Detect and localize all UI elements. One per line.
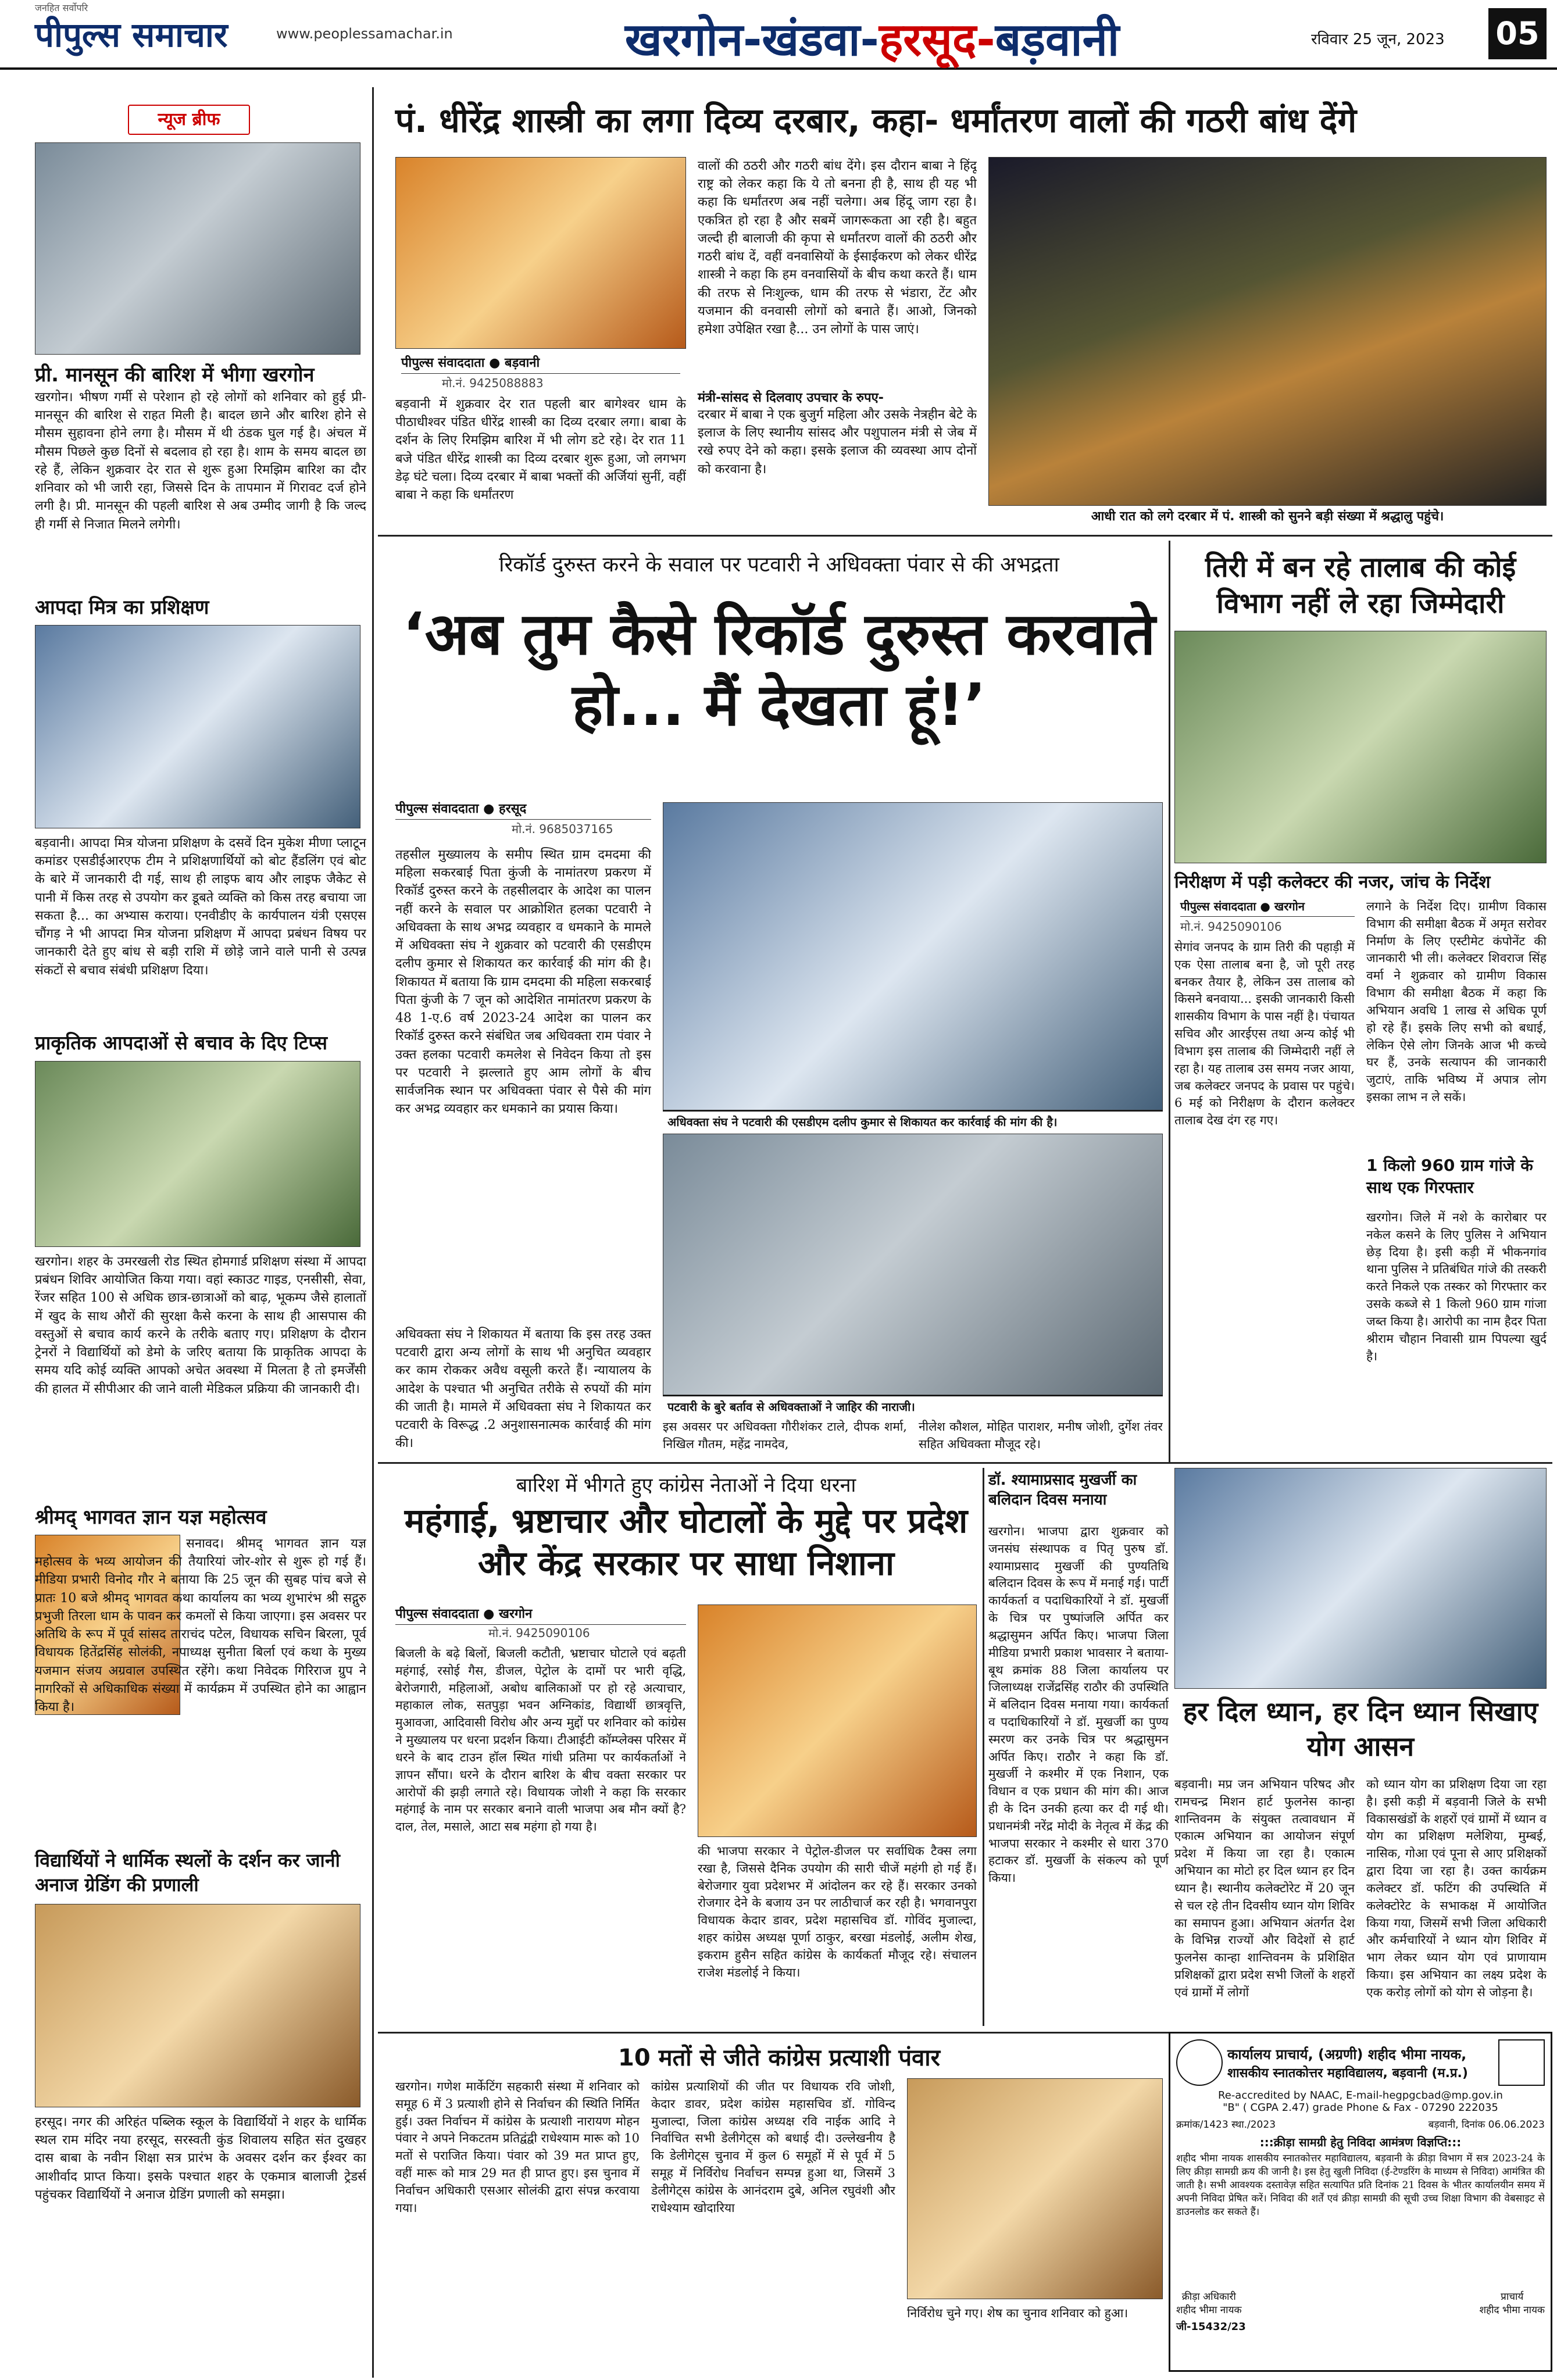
lead-mobile: मो.नं. 9425088883: [442, 376, 544, 390]
ad-notice-heading: :::क्रीड़ा सामग्री हेतु निविदा आमंत्रण विज्ञप्ति:::: [1259, 2135, 1462, 2149]
story2-byline: पीपुल्स संवाददाता ● हरसूद: [395, 799, 651, 820]
brief-2-headline: आपदा मित्र का प्रशिक्षण: [35, 596, 209, 619]
rain-photo: [35, 142, 360, 355]
ad-signatory-2: प्राचार्य: [1501, 2291, 1524, 2303]
ad-signatory-1-org: शहीद भीमा नायक: [1176, 2304, 1242, 2316]
section-divider: [378, 2032, 1169, 2034]
story6-col-1: बड़वानी। मप्र जन अभियान परिषद और रामचन्द्र मिशन हार्ट फुलनेस कान्हा शान्तिवनम के संयुक्त तत्वावधान में एकात्म अभियान का आयोजन संपूर्ण प्रदेश में किया जा रहा है। एकात्म अभियान का मोटो हर दिल ध्यान हर दिन ध्यान है। स्थानीय कलेक्टोरेट में 20 जून से चल रहे तीन दिवसीय ध्यान योग शिविर का समापन हुआ। अभियान अंतर्गत देश के विभिन्न राज्यों और विदेशों से हार्ट फुलनेस कान्हा शान्तिवनम के प्रशिक्षित प्रशिक्षकों द्वारा प्रदेश सभी जिलों के शहरों एवं ग्रामों में लोगों: [1174, 1777, 1355, 1999]
ad-title-2: शासकीय स्नातकोत्तर महाविद्यालय, बड़वानी (म.प्र.): [1227, 2065, 1468, 2081]
column-divider: [1169, 541, 1170, 1462]
yoga-meeting-photo: [1174, 1468, 1547, 1689]
story3-mobile: मो.नं. 9425090106: [1180, 920, 1282, 934]
story7-col-3: निर्विरोध चुने गए। शेष का चुनाव शनिवार को हुआ।: [907, 2306, 1129, 2320]
story3-photo-caption: निरीक्षण में पड़ी कलेक्टर की नजर, जांच के निर्देश: [1174, 872, 1491, 892]
ad-signatory-2-org: शहीद भीमा नायक: [1479, 2304, 1545, 2316]
issue-date: रविवार 25 जून, 2023: [1311, 31, 1445, 48]
story7-col-2: कांग्रेस प्रत्याशियों की जीत पर विधायक रवि जोशी, केदार डावर, प्रदेश कांग्रेस महासचिव डॉ. गोविन्द मुजाल्दा, जिला कांग्रेस अध्यक्ष रवि नाईक आदि ने निर्वाचित सभी डेलीगेट्स को बधाई दी। उल्लेखनीय है कि डेलीगेट्स चुनाव में कुल 6 समूहों में से पूर्व में 5 समूह में निर्विरोध निर्वाचन सम्पन्न हुआ था, जिसमें 3 डेलीगेट्स कांग्रेस के आनंदराम दुबे, अनिल रघुवंशी और राधेश्याम खोदारिया: [651, 2079, 895, 2215]
story2-col-2: अधिवक्ता संघ ने शिकायत में बताया कि इस तरह उक्त पटवारी द्वारा अन्य लोगों के साथ भी अनुचित व्यवहार कर काम रोककर अवैध वसूली करते हैं। न्यायालय के आदेश के पश्चात भी अनुचित तरीके से रुपयों की मांग की जाती है। मामले में अधिवक्ता संघ ने शिकायत कर पटवारी के विरूद्ध .2 अनुशासनात्मक कार्रवाई की मांग की।: [395, 1327, 651, 1451]
tender-notice-ad: [1169, 2032, 1552, 2372]
brief-5-headline: विद्यार्थियों ने धार्मिक स्थलों के दर्शन कर जानी अनाज ग्रेडिंग की प्रणाली: [35, 1849, 340, 1896]
story3-headline: तिरी में बन रहे तालाब की कोई विभाग नहीं ले रहा जिम्मेदारी: [1205, 551, 1516, 620]
story7-col-1: खरगोन। गणेश मार्केटिंग सहकारी संस्था में शनिवार को समूह 6 में 3 प्रत्याशी होने से निर्वाचन की स्थिति निर्मित हुई। उक्त निर्वाचन में कांग्रेस के प्रत्याशी नारायण मोहन पंवार ने अपने निकटतम प्रतिद्वंद्वी राधेश्याम मारू को 10 मतों से पराजित किया। पंवार को 39 मत प्राप्त हुए, वहीं मारू को मात्र 29 मत ही प्राप्त हुए। इस चुनाव में निर्वाचन अधिकारी एसआर सोलंकी द्वारा संपन्न करवाया गया।: [395, 2079, 640, 2215]
brief-3-headline: प्राकृतिक आपदाओं से बचाव के दिए टिप्स: [35, 1031, 328, 1054]
story3-col-1: सेगांव जनपद के ग्राम तिरी की पहाड़ी में एक ऐसा तालाब बना है, जो पूरी तरह बनकर तैयार है, लेकिन उस तालाब को किसने बनवाया... इसकी जानकारी किसी शासकीय विभाग के पास नहीं है। पंचायत सचिव और आरईएस तथा अन्य कोई भी विभाग इस तालाब की जिम्मेदारी नहीं ले रहा है। यह तालाब उस समय नजर आया, जब कलेक्टर जनपद के प्रवास पर पहुंचे। 6 मई को निरीक्षण के दौरान कलेक्टर तालाब देख दंग रह गए।: [1174, 940, 1355, 1128]
lead-col-2b: दरबार में बाबा ने एक बुजुर्ग महिला और उसके नेत्रहीन बेटे के इलाज के लिए स्थानीय सांसद और पशुपालन मंत्री से जेब में रखे रुपए देने को कहा। इसके इलाज की व्यवस्था आप दोनों को करवाना है।: [698, 408, 977, 477]
section-divider: [378, 1462, 1552, 1464]
ad-title-1: कार्यालय प्राचार्य, (अग्रणी) शहीद भीमा नायक,: [1227, 2046, 1467, 2063]
advocates-photo: [663, 1134, 1163, 1395]
story3-byline: पीपुल्स संवाददाता ● खरगोन: [1180, 898, 1355, 917]
story2-col-1: तहसील मुख्यालय के समीप स्थित ग्राम दमदमा की महिला सकरबाई पिता कुंजी के नामांतरण प्रकरण में रिकॉर्ड दुरुस्त करने के तहसीलदार के आदेश का पालन नहीं करने के सवाल पर आक्रोशित हलका पटवारी ने अधिवक्ता के साथ अभद्र व्यवहार व धमकाने के मामले में अधिवक्ता संघ ने शुक्रवार को पटवारी की एसडीएम दलीप कुमार से शिकायत कर कार्रवाई की मांग की है। शिकायत में बताया कि ग्राम दमदमा की महिला सकरबाई पिता कुंजी के 7 जून को आदेशित नामांतरण प्रकरण के 48 1-ए.6 वर्ष 2023-24 आदेश का पालन कर रिकॉर्ड दुरुस्त करने संबंधित जब अधिवक्ता राम पंवार ने उक्त हलका पटवारी कमलेश से निवेदन किया तो इस पर पटवारी ने झल्लाते हुए आम लोगों के बीच सार्वजनिक स्थान पर अधिवक्ता पंवार से पैसे की मांग कर अभद्र व्यवहार कर धमकाने का प्रयास किया।: [395, 848, 651, 1117]
disaster-drill-photo: [35, 1061, 360, 1247]
story4-col-2: की भाजपा सरकार ने पेट्रोल-डीजल पर सर्वाधिक टैक्स लगा रखा है, जिससे दैनिक उपयोग की सारी चीजें महंगी हो गई हैं। बेरोजगार युवा प्रदेशभर में आंदोलन कर रहे हैं। सरकार उनको रोजगार देने के बजाय उन पर लाठीचार्ज कर रही है। भगवानपुरा विधायक केदार डावर, प्रदेश महासचिव डॉ. गोविंद मुजाल्दा, शहर कांग्रेस अध्यक्ष पूर्णा ठाकुर, बरखा मंडलोई, अलीम शेख, इकराम हुसैन सहित कांग्रेस के कार्यकर्ता मौजूद रहे। संचालन राजेश मंडलोई ने किया।: [698, 1844, 977, 1979]
brief-1-text: खरगोन। भीषण गर्मी से परेशान हो रहे लोगों को शनिवार को हुई प्री- मानसून की बारिश से राहत मिली है। बादल छाने और बारिश होने से मौसम सुहावना होने लगा है। मौसम में थी ठंडक घुल गई है। अंचल में मौसम पिछले कुछ दिनों से बदलाव हो रहा है। शाम के समय बादल छा रहे हैं, लेकिन शुक्रवार देर रात से शुरू हुआ रिमझिम बारिश का दौर शनिवार को भी जारी रहा, जिससे दिन के तापमान में गिरावट दर्ज होने लगी है। प्री. मानसून की पहली बारिश से अब उम्मीद जागी है कि जल्द ही गर्मी से निजात मिलने लगेगी।: [35, 390, 366, 532]
story3-col-2: लगाने के निर्देश दिए। ग्रामीण विकास विभाग की समीक्षा बैठक में अमृत सरोवर निर्माण के लिए एस्टीमेट कंपोनेंट की जानकारी भी ली। कलेक्टर शिवराज सिंह वर्मा ने शुक्रवार को ग्रामीण विकास विभाग की समीक्षा बैठक में कहा कि अभियान अवधि 1 लाख से अधिक पूर्ण हो रहे हैं। इसके लिए सभी को बधाई, लेकिन ऐसे लोग जिनके आज भी कच्चे घर हैं, उनके सत्यापन की जानकारी जुटाएं, ताकि भविष्य में अपात्र लोग इसका लाभ न ले सकें।: [1366, 899, 1547, 1104]
ganja-headline: 1 किलो 960 ग्राम गांजे के साथ एक गिरफ्तार: [1366, 1156, 1533, 1197]
lead-col-1: बड़वानी में शुक्रवार देर रात पहली बार बागेश्वर धाम के पीठाधीश्वर पंडित धीरेंद्र शास्त्री का दिव्य दरबार लगा। बाबा के दर्शन के लिए रिमझिम बारिश में भी लोग डटे रहे। देर रात 11 बजे पंडित धीरेंद्र शास्त्री का दिव्य दरबार शुरू हुआ, जो लगभग डेढ़ घंटे चला। दिव्य दरबार में बाबा भक्तों की अर्जियां सुनीं, वहीं बाबा ने कहा कि धर्मांतरण: [395, 397, 686, 503]
brief-2-text: बड़वानी। आपदा मित्र योजना प्रशिक्षण के दसवें दिन मुकेश मीणा प्लाटून कमांडर एसडीईआरएफ टीम ने प्रशिक्षणार्थियों को बोट हैंडलिंग एवं बोट के बारे में जानकारी दी गई, साथ ही लाइफ बाय और लाइफ जैकेट से पानी में किस तरह से उपयोग कर डूबते व्यक्ति को किस तरह बचाया जा सकता है... का अभ्यास कराया। एनवीडीए के कार्यपालन यंत्री एसएस चौंगड़ ने भी आपदा मित्र योजना प्रशिक्षण में आपदा प्रबंधन विषय पर जानकारी देते हुए बांध से बड़ी राशि में छोड़े जाने वाले पानी से उत्पन्न संकटों से बचाव संबंधी प्रशिक्षण दिया।: [35, 836, 366, 978]
section-title: [581, 7, 1163, 69]
story2-mobile: मो.नं. 9685037165: [512, 822, 613, 836]
story4-col-1: बिजली के बढ़े बिलों, बिजली कटौती, भ्रष्टाचार घोटाले एवं बढ़ती महंगाई, रसोई गैस, डीजल, पेट्रोल के दामों पर भारी वृद्धि, बेरोजगारी, महिलाओं, अबोध बालिकाओं पर हो रहे अत्याचार, महाकाल लोक, सतपुड़ा भवन अग्निकांड, विद्यार्थी छात्रवृत्ति, मुआवजा, आदिवासी विरोध और अन्य मुद्दों पर शनिवार को कांग्रेस ने मुख्यालय पर धरना प्रदर्शन किया। टीआईटी कॉम्प्लेक्स परिसर में धरने के बाद टाउन हॉल स्थित गांधी प्रतिमा पर कार्यकर्ताओं ने ज्ञापन सौंपा। धरने के दौरान बारिश के बीच वक्ता सरकार पर आरोपों की झड़ी लगाते रहे। विधायक जोशी ने कहा कि सरकार महंगाई के नाम पर सरकार बनाने वाली भाजपा अब मौन क्यों है? दाल, तेल, मसाले, आटा सब महंगा हो गया है।: [395, 1646, 686, 1834]
lead-photo-caption: आधी रात को लगे दरबार में पं. शास्त्री को सुनने बड़ी संख्या में श्रद्धालु पहुंचे।: [1091, 509, 1444, 524]
sdm-office-photo: [663, 802, 1163, 1110]
story4-headline: महंगाई, भ्रष्टाचार और घोटालों के मुद्दे पर प्रदेश और केंद्र सरकार पर साधा निशाना: [404, 1501, 968, 1583]
brief-3-text: खरगोन। शहर के उमरखली रोड स्थित होमगार्ड प्रशिक्षण संस्था में आपदा प्रबंधन शिविर आयोजित किया गया। वहां स्काउट गाइड, एनसीसी, सेवा, रेंजर सहित 100 से अधिक छात्र-छात्राओं को बाढ़, भूकम्प जैसे हालातों में खुद के साथ औरों की सुरक्षा कैसे करना के साथ ही आसपास की वस्तुओं से बचाव कार्य करने के तरीके बताए गए। प्रशिक्षण के दौरान ट्रेनरों ने विद्यार्थियों को डेमो के जरिए बताया कि प्राकृतिक आपदा के समय यदि कोई व्यक्ति आपको अचेत अवस्था में मिलता है तो इमर्जेंसी की हालत में सीपीआर की जाने वाली मेडिकल प्रक्रिया की जानकारी दी।: [35, 1255, 366, 1396]
section-title-a: खरगोन-खंडवा-: [624, 14, 879, 66]
ad-accreditation: Re-accredited by NAAC, E-mail-hegpgcbad@mp.gov.in: [1218, 2089, 1503, 2102]
ad-signatory-1: क्रीड़ा अधिकारी: [1181, 2291, 1236, 2303]
news-brief-label: न्यूज ब्रीफ: [128, 105, 250, 135]
paper-name: पीपुल्स समाचार: [35, 15, 228, 55]
masthead: [0, 0, 1557, 70]
ad-date: बड़वानी, दिनांक 06.06.2023: [1428, 2119, 1545, 2131]
story6-headline: हर दिल ध्यान, हर दिन ध्यान सिखाए योग आसन: [1183, 1696, 1538, 1762]
story2-photo1-caption: अधिवक्ता संघ ने पटवारी की एसडीएम दलीप कुमार से शिकायत कर कार्रवाई की मांग की है।: [663, 1110, 1163, 1132]
pond-photo: [1174, 631, 1547, 863]
story2-photo2-caption: पटवारी के बुरे बर्ताव से अधिवक्ताओं ने जाहिर की नाराजी।: [663, 1395, 1163, 1417]
training-photo: [35, 625, 360, 828]
story4-mobile: मो.नं. 9425090106: [488, 1626, 590, 1640]
ad-notice-text: शहीद भीमा नायक शासकीय स्नातकोत्तर महाविद्यालय, बड़वानी के क्रीड़ा विभाग में सत्र 2023-24 के लिए क्रीड़ा सामग्री क्रय की जानी है। इस हेतु खुली निविदा (ई-टेण्डरिंग के माध्यम से निविदा) आमंत्रित की जाती है। सभी आवश्यक दस्तावेज़ सहित सत्यापित प्रति दिनांक 21 दिवस के भीतर कार्यालयीन समय में अपनी निविदा प्रेषित करें। निविदा की शर्तें एवं क्रीड़ा सामग्री की सूची उच्च शिक्षा विभाग की वेबसाइट से डाउनलोड कर सकते हैं।: [1176, 2153, 1545, 2218]
students-photo: [35, 1904, 360, 2107]
column-divider: [983, 1468, 984, 2026]
brief-1-headline: प्री. मानसून की बारिश में भीगा खरगोन: [35, 363, 315, 387]
page-number: 05: [1488, 8, 1547, 59]
story5-text: खरगोन। भाजपा द्वारा शुक्रवार को जनसंघ संस्थापक व पितृ पुरुष डॉ. श्यामाप्रसाद मुखर्जी की पुण्यतिथि बलिदान दिवस के रूप में मनाई गई। पार्टी कार्यकर्ता व पदाधिकारियों ने डॉ. मुखर्जी के चित्र पर पुष्पांजलि अर्पित कर श्रद्धासुमन अर्पित किए। भाजपा जिला मीडिया प्रभारी प्रकाश भावसार ने बताया- बूथ क्रमांक 88 जिला कार्यालय पर जिलाध्यक्ष राजेंद्रसिंह राठौर की उपस्थिति में बलिदान दिवस मनाया गया। कार्यकर्ता व पदाधिकारियों ने डॉ. मुखर्जी का पुण्य स्मरण कर उनके चित्र पर श्रद्धासुमन अर्पित किए। राठौर ने कहा कि डॉ. मुखर्जी ने कश्मीर में एक निशान, एक विधान व एक प्रधान की मांग की। आज ही के दिन उनकी हत्या कर दी गई थी। प्रधानमंत्री नरेंद्र मोदी के नेतृत्व में केंद्र की भाजपा सरकार ने कश्मीर से धारा 370 हटाकर डॉ. मुखर्जी के संकल्प को पूर्ण किया।: [988, 1524, 1169, 1885]
brief-5-text: हरसूद। नगर की अरिहंत पब्लिक स्कूल के विद्यार्थियों ने शहर के धार्मिक स्थल राम मंदिर नया हरसूद, सरस्वती कुंड शिवालय सहित संत दुखहर दास बाबा के नवीन शिक्षा सत्र प्रारंभ के अवसर दर्शन कर ईश्वर का आशीर्वाद प्राप्त किया। इसके पश्चात शहर के एकमात्र बालाजी ट्रेडर्स पहुंचकर विद्यार्थियों ने अनाज ग्रेडिंग प्रणाली को समझा।: [35, 2115, 366, 2202]
story4-byline: पीपुल्स संवाददाता ● खरगोन: [395, 1604, 686, 1625]
lead-col-2: वालों की ठठरी और गठरी बांध देंगे। इस दौरान बाबा ने हिंदू राष्ट्र को लेकर कहा कि ये तो बनना ही है, साथ ही यह भी कहा कि धर्मांतरण अब नहीं चलेगा। अब हिंदू जाग रहा है। एकत्रित हो रहा है और सबमें जागरूकता आ रही है। बहुत जल्दी ही बालाजी की कृपा से धर्मांतरण वालों की ठठरी और गठरी बांध दें, वहीं वनवासियों के ईसाईकरण को लेकर धीरेंद्र शास्त्री ने कहा कि हम वनवासियों के बीच कथा करते हैं। धाम की तरफ से निःशुल्क, धाम की तरफ से भंडारा, टेंट और यजमान की वनवासी लोगों को बनाते हैं। आओ, जिनको हमेशा उपेक्षित रखा है... उन लोगों के पास जाएं।: [698, 159, 977, 337]
story4-kicker: बारिश में भीगते हुए कांग्रेस नेताओं ने दिया धरना: [516, 1474, 856, 1497]
college-emblem-icon: [1176, 2039, 1223, 2086]
ad-grade: "B" ( CGPA 2.47) grade Phone & Fax - 07290 222035: [1223, 2102, 1498, 2114]
ad-footer-code: जी-15432/23: [1176, 2321, 1246, 2333]
shastri-photo: [395, 157, 686, 349]
story6-col-2: को ध्यान योग का प्रशिक्षण दिया जा रहा है। इसी कड़ी में बड़वानी जिले के सभी विकासखंडों के शहरों एवं ग्रामों में ध्यान व योग का प्रशिक्षण मलेशिया, मुम्बई, नासिक, गोआ एवं पूना से आए प्रशिक्षकों द्वारा दिया जा रहा है। उक्त कार्यक्रम कलेक्टर डॉ. फटिंग की उपस्थिति में कलेक्टोरेट के सभाकक्ष में आयोजित किया गया, जिसमें सभी जिला अधिकारी और कर्मचारियों ने ध्यान योग शिविर में भाग लेकर ध्यान योग एवं प्राणायाम किया। इस अभियान का लक्ष्य प्रदेश के एक करोड़ लोगों को योग से जोड़ना है।: [1366, 1777, 1547, 1999]
dharna-photo: [698, 1604, 977, 1837]
story2-headline: ‘अब तुम कैसे रिकॉर्ड दुरुस्त करवाते हो... मैं देखता हूं!’: [402, 600, 1156, 739]
brief-4-text: सनावद। श्रीमद् भागवत ज्ञान यज्ञ महोत्सव के भव्य आयोजन की तैयारियां जोर-शोर से शुरू हो गई हैं। मीडिया प्रभारी विनोद गौर ने बताया कि 25 जून की सुबह पांच बजे से प्रातः 10 बजे श्रीमद् भागवत कथा कार्यालय का भव्य शुभारंभ श्री सद्गुरु प्रभुजी तिरला धाम के पावन कर कमलों से किया जाएगा। इस अवसर पर अतिथि के रूप में पूर्व सांसद ताराचंद पटेल, विधायक सचिन बिरला, पूर्व विधायक हितेंद्रसिंह सोलंकी, नपाध्यक्ष सुनीता बिर्ला एवं कथा के मुख्य यजमान संजय अग्रवाल उपस्थित रहेंगे। कथा निवेदक गिरिराज ग्रुप ने नागरिकों से अधिकाधिक संख्या में कार्यक्रम में उपस्थित होने का आह्वान किया है।: [35, 1536, 366, 1715]
lead-subhead: मंत्री-सांसद से दिलवाए उपचार के रुपए-: [698, 391, 884, 405]
ganja-text: खरगोन। जिले में नशे के कारोबार पर नकेल कसने के लिए पुलिस ने अभियान छेड़ दिया है। इसी कड़ी में भीकनगांव थाना पुलिस ने प्रतिबंधित गांजे की तस्करी करते निकले एक तस्कर को गिरफ्तार कर उसके कब्जे से 1 किलो 960 ग्राम गांजा जब्त किया है। आरोपी का नाम हैदर पिता श्रीराम चौहान निवासी ग्राम पिपल्या खुर्द है।: [1366, 1210, 1547, 1363]
story2-names-2: नीलेश कौशल, मोहित पाराशर, मनीष जोशी, दुर्गेश तंवर सहित अधिवक्ता मौजूद रहे।: [919, 1420, 1163, 1451]
darbar-crowd-photo: [988, 157, 1547, 506]
story2-kicker: रिकॉर्ड दुरुस्त करने के सवाल पर पटवारी ने अधिवक्ता पंवार से की अभद्रता: [499, 553, 1059, 577]
paper-tagline: जनहित सर्वोपरि: [35, 2, 88, 13]
section-title-c: बड़वानी: [995, 14, 1120, 66]
column-divider: [372, 87, 374, 2378]
ad-ref-number: क्रमांक/1423 स्था./2023: [1176, 2119, 1276, 2131]
lead-byline: पीपुल्स संवाददाता ● बड़वानी: [401, 353, 680, 374]
lead-headline: पं. धीरेंद्र शास्त्री का लगा दिव्य दरबार, कहा- धर्मांतरण वालों की गठरी बांध देंगे: [395, 101, 1357, 140]
story7-headline: 10 मतों से जीते कांग्रेस प्रत्याशी पंवार: [617, 2045, 941, 2071]
story5-headline: डॉ. श्यामाप्रसाद मुखर्जी का बलिदान दिवस मनाया: [988, 1471, 1137, 1509]
website-link[interactable]: www.peoplessamachar.in: [276, 26, 453, 42]
section-title-b: हरसूद-: [879, 14, 995, 66]
election-winner-photo: [907, 2078, 1163, 2299]
brief-4-headline: श्रीमद् भागवत ज्ञान यज्ञ महोत्सव: [35, 1506, 267, 1529]
story2-names-1: इस अवसर पर अधिवक्ता गौरीशंकर टाले, दीपक शर्मा, निखिल गौतम, महेंद्र नामदेव,: [663, 1420, 907, 1451]
section-divider: [378, 535, 1552, 537]
naac-logo-icon: [1498, 2039, 1545, 2086]
